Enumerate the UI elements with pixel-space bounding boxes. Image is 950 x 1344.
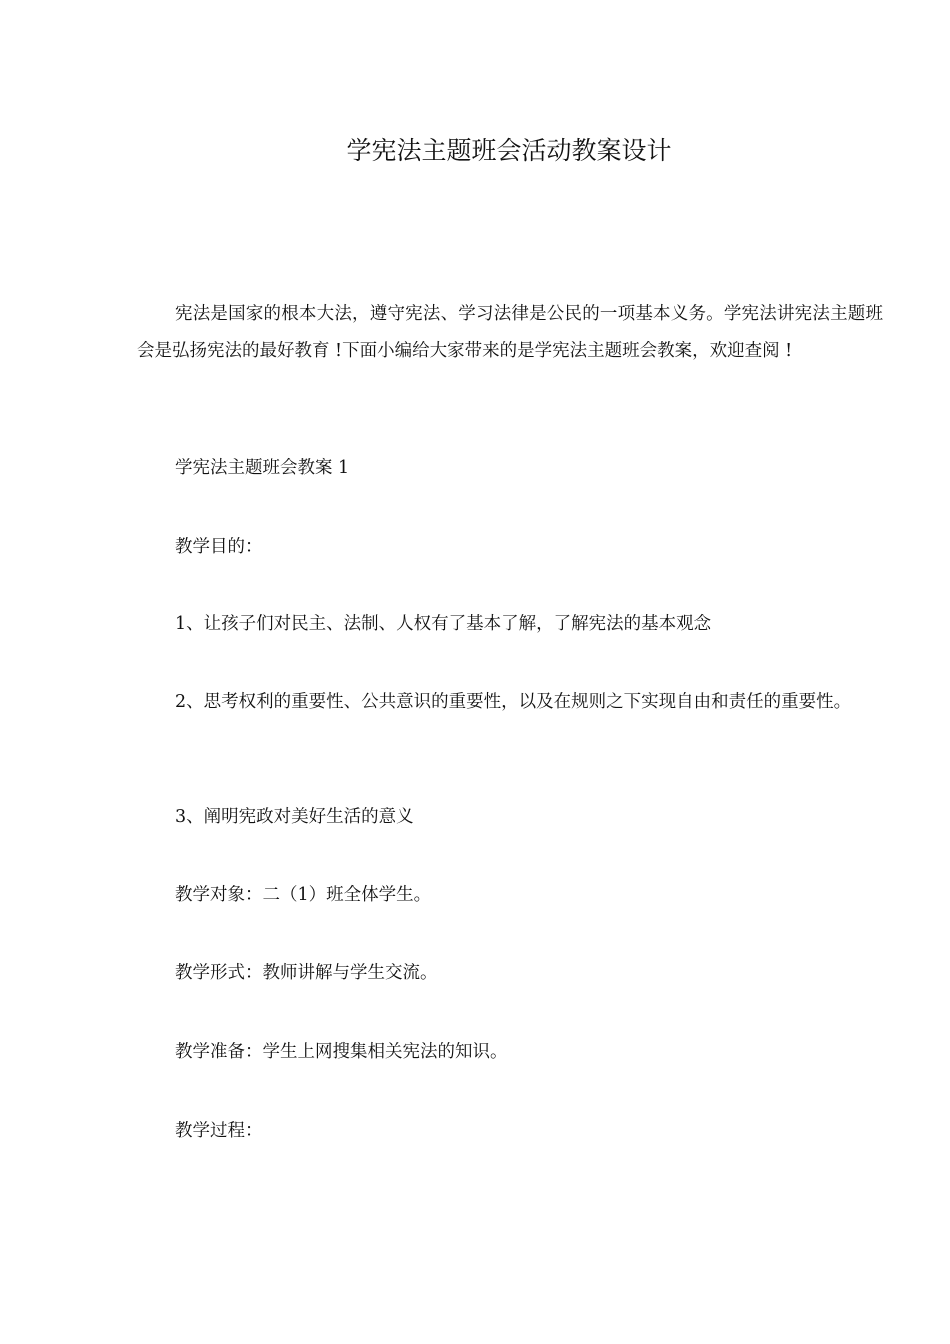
audience-line: 教学对象：二（1）班全体学生。 — [175, 885, 432, 905]
objective-item-1: 1、让孩子们对民主、法制、人权有了基本了解，了解宪法的基本观念 — [175, 614, 712, 634]
process-heading: 教学过程： — [175, 1121, 263, 1141]
objectives-heading: 教学目的： — [175, 537, 263, 557]
objective-item-3: 3、阐明宪政对美好生活的意义 — [175, 807, 414, 827]
document-title: 学宪法主题班会活动教案设计 — [346, 136, 672, 165]
preparation-line: 教学准备：学生上网搜集相关宪法的知识。 — [175, 1042, 508, 1062]
intro-paragraph: 宪法是国家的根本大法，遵守宪法、学习法律是公民的一项基本义务。学宪法讲宪法主题班会是弘扬宪法的最好教育 !下面小编给大家带来的是学宪法主题班会教案，欢迎查阅 ! — [137, 304, 883, 361]
objective-item-2: 2、思考权利的重要性、公共意识的重要性，以及在规则之下实现自由和责任的重要性。 — [175, 692, 852, 712]
section-heading: 学宪法主题班会教案 1 — [175, 458, 350, 478]
format-line: 教学形式：教师讲解与学生交流。 — [175, 963, 438, 983]
